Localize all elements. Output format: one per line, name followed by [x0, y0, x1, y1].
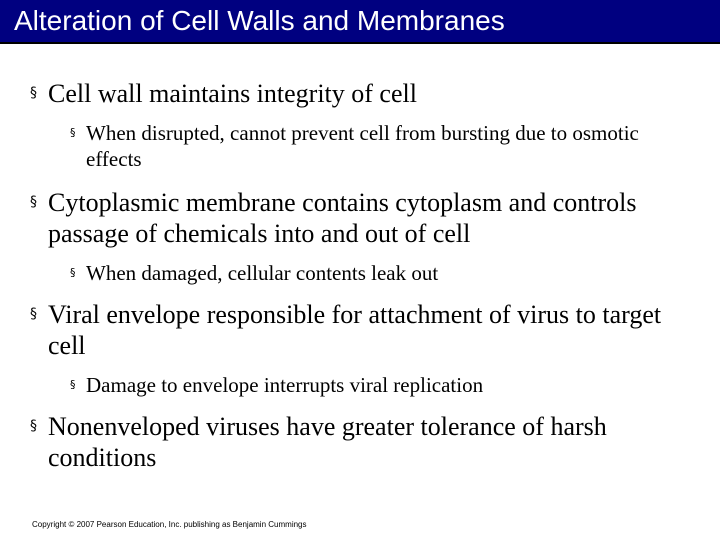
bullet-item	[30, 299, 680, 361]
bullet-text: Nonenveloped viruses have greater tolerance of harsh conditions	[48, 412, 607, 472]
square-bullet-icon: §	[70, 126, 76, 139]
square-bullet-icon: §	[30, 85, 37, 101]
square-bullet-icon: §	[70, 378, 76, 391]
square-bullet-icon: §	[30, 418, 37, 434]
sub-bullet-text: Damage to envelope interrupts viral replication	[86, 373, 484, 397]
sub-bullet-item	[70, 372, 690, 398]
sub-bullet-item	[70, 260, 690, 286]
bullet-text: Viral envelope responsible for attachment of virus to target cell	[48, 300, 662, 360]
sub-bullet-item	[70, 120, 690, 172]
square-bullet-icon: §	[30, 194, 37, 210]
square-bullet-icon: §	[70, 266, 76, 279]
slide-title: Alteration of Cell Walls and Membranes	[14, 5, 505, 36]
square-bullet-icon: §	[30, 306, 37, 322]
sub-bullet-text: When disrupted, cannot prevent cell from bursting due to osmotic effects	[86, 121, 639, 171]
bullet-item	[30, 411, 680, 473]
bullet-text: Cell wall maintains integrity of cell	[48, 79, 417, 108]
sub-bullet-text: When damaged, cellular contents leak out	[86, 261, 439, 285]
bullet-item	[30, 187, 680, 249]
bullet-item	[30, 78, 680, 109]
bullet-text: Cytoplasmic membrane contains cytoplasm and controls passage of chemicals into and out of cell	[48, 188, 637, 248]
copyright-notice: Copyright © 2007 Pearson Education, Inc. publishing as Benjamin Cummings	[32, 520, 307, 529]
